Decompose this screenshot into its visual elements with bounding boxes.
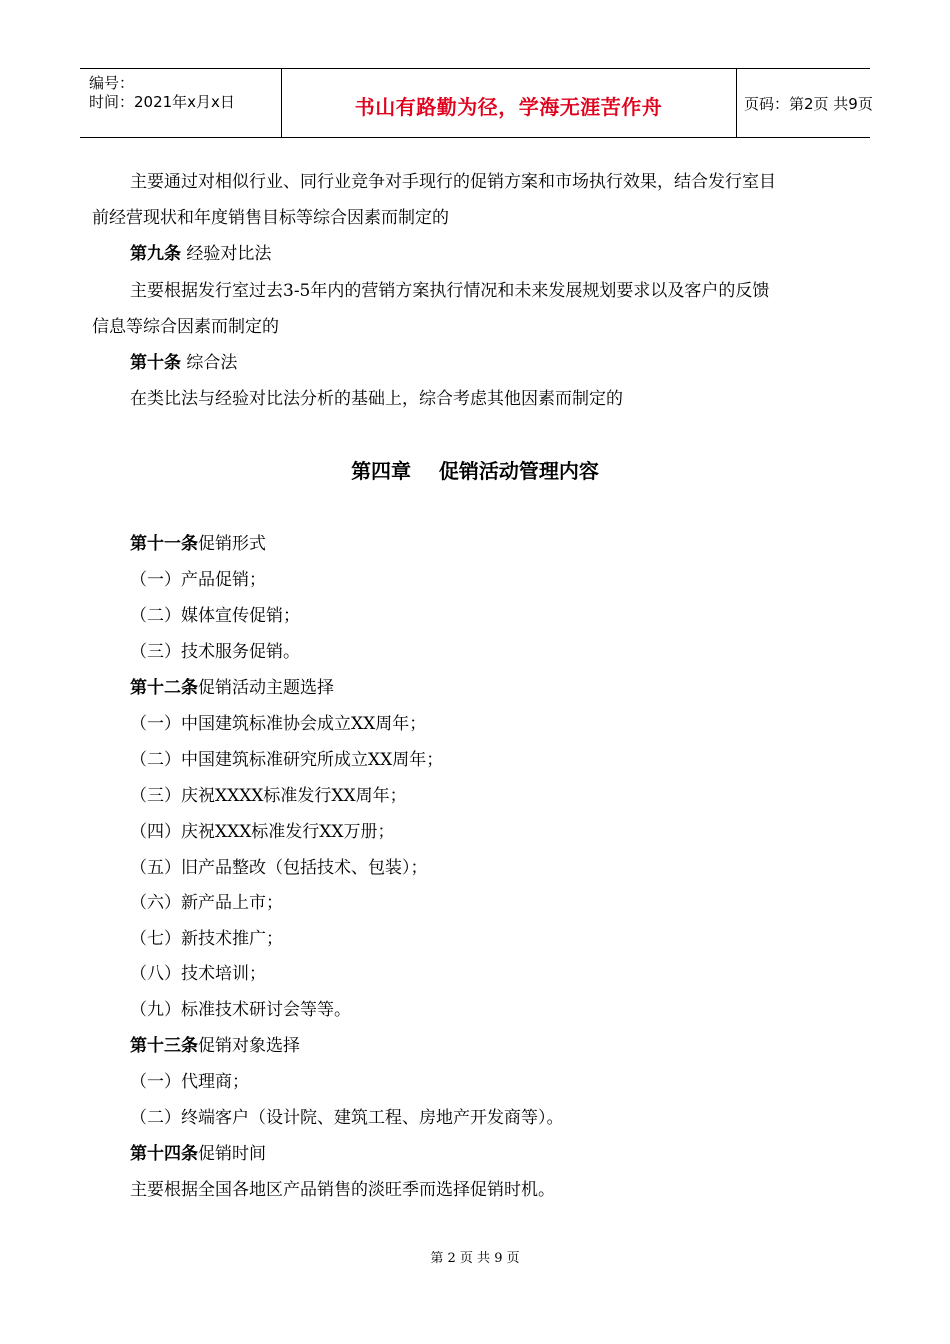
page-header	[80, 68, 873, 138]
article-heading-9	[130, 242, 271, 266]
list-item: （二）中国建筑标准研究所成立XX周年；	[130, 750, 444, 770]
article-number: 第九条	[130, 244, 181, 264]
article-name: 促销活动主题选择	[198, 678, 334, 698]
header-meta-cell	[80, 69, 282, 137]
article-name: 促销形式	[198, 534, 266, 554]
header-page-cell	[736, 69, 873, 137]
list-item: （三）庆祝XXXX标准发行XX周年；	[130, 786, 407, 806]
article-name: 经验对比法	[186, 244, 272, 264]
document-number-label: 编号：	[89, 74, 135, 92]
header-motto-cell	[281, 69, 737, 137]
article-name: 综合法	[186, 353, 238, 373]
header-page-info: 页码：第2页 共9页	[744, 95, 873, 113]
list-item: （二）媒体宣传促销；	[130, 606, 300, 626]
list-item: （五）旧产品整改（包括技术、包装）；	[130, 858, 428, 878]
list-item: （三）技术服务促销。	[130, 642, 300, 662]
list-item: （二）终端客户（设计院、建筑工程、房地产开发商等）。	[130, 1108, 564, 1128]
article-heading-12	[130, 676, 334, 700]
chapter-title: 第四章 促销活动管理内容	[351, 459, 599, 483]
page-footer: 第 2 页 共 9 页	[430, 1251, 520, 1266]
list-item: （一）中国建筑标准协会成立XX周年；	[130, 714, 427, 734]
article-heading-14	[130, 1142, 266, 1166]
article-number: 第十四条	[130, 1144, 198, 1164]
article-number: 第十二条	[130, 678, 198, 698]
document-time-label: 时间：2021年x月x日	[89, 93, 235, 111]
paragraph-line: 前经营现状和年度销售目标等综合因素而制定的	[92, 208, 449, 228]
paragraph-line: 主要根据发行室过去3-5年内的营销方案执行情况和未来发展规划要求以及客户的反馈	[130, 281, 770, 301]
article-heading-10	[130, 351, 237, 375]
list-item: （一）代理商；	[130, 1072, 249, 1092]
header-motto: 书山有路勤为径，学海无涯苦作舟	[354, 95, 663, 119]
article-number: 第十一条	[130, 534, 198, 554]
list-item: （九）标准技术研讨会等等。	[130, 1000, 351, 1020]
paragraph-line: 在类比法与经验对比法分析的基础上，综合考虑其他因素而制定的	[130, 389, 623, 409]
article-heading-13	[130, 1034, 300, 1058]
article-name: 促销时间	[198, 1144, 266, 1164]
list-item: （七）新技术推广；	[130, 929, 283, 949]
article-number: 第十条	[130, 353, 181, 373]
article-number: 第十三条	[130, 1036, 198, 1056]
list-item: （六）新产品上市；	[130, 893, 283, 913]
paragraph-line: 主要根据全国各地区产品销售的淡旺季而选择促销时机。	[130, 1180, 555, 1200]
list-item: （一）产品促销；	[130, 570, 266, 590]
list-item: （四）庆祝XXX标准发行XX万册；	[130, 822, 395, 842]
article-name: 促销对象选择	[198, 1036, 300, 1056]
paragraph-line: 信息等综合因素而制定的	[92, 317, 279, 337]
article-heading-11	[130, 532, 266, 556]
list-item: （八）技术培训；	[130, 964, 266, 984]
paragraph-line: 主要通过对相似行业、同行业竞争对手现行的促销方案和市场执行效果，结合发行室目	[130, 172, 776, 192]
